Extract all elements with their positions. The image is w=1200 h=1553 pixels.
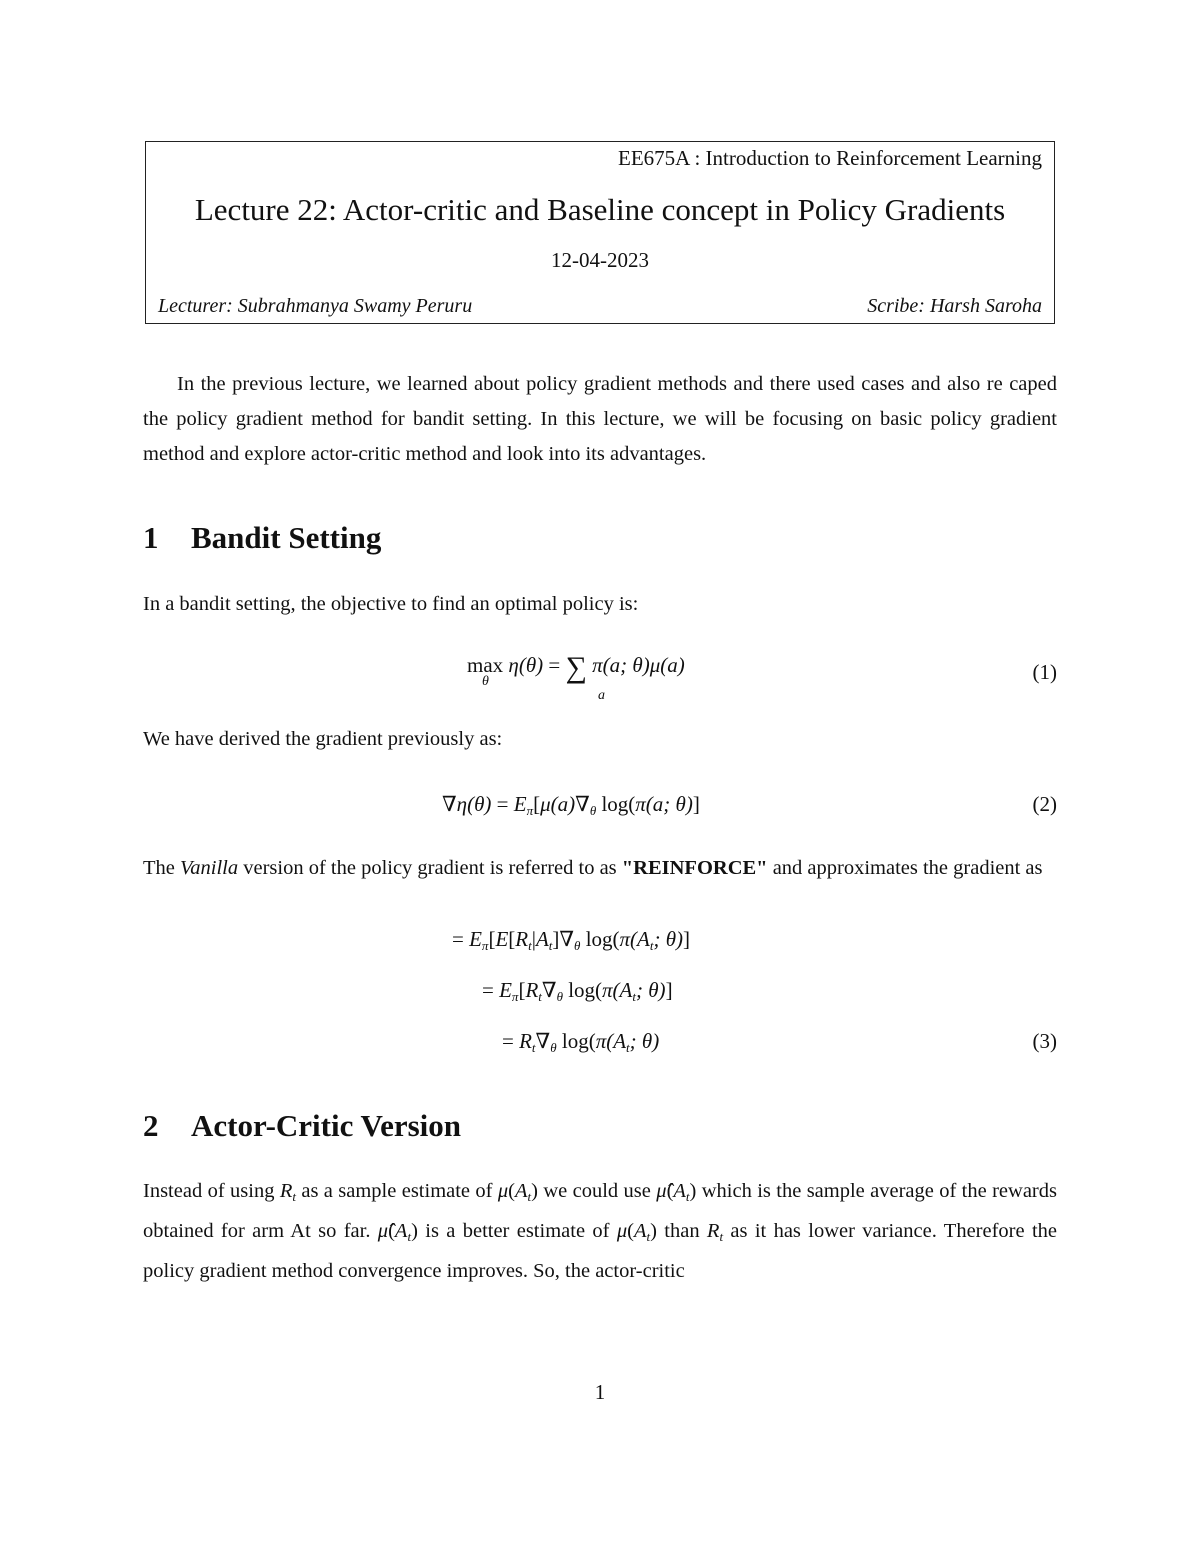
equation-3-line-2: = $E_\pi[R_t\nabla_\theta$ $\log(\pi(A_t$; θ)] [482, 978, 673, 1004]
equation-3-number: (3) [1032, 1029, 1057, 1053]
p3-text-a: The [143, 857, 180, 879]
ac-text-f: than [656, 1220, 707, 1242]
intro-paragraph: In the previous lecture, we learned about policy gradient methods and there used cases and also re caped the policy gradient method for bandit setting. In this lecture, we will be focusing on basic policy gradient method and explore actor-critic method and look into its advantages. [143, 373, 1057, 465]
ac-text-c: we could use [537, 1180, 657, 1202]
section-title: Actor-Critic Version [191, 1108, 462, 1143]
section-number: 1 [143, 520, 159, 555]
bandit-paragraph-2: We have derived the gradient previously as: [143, 728, 503, 750]
equation-3-line-3: = $R_t\nabla_\theta$ $\log(\pi(A_t$; θ) [502, 1029, 660, 1055]
reinforce-term: "REINFORCE" [621, 857, 768, 879]
ac-text-a: Instead of using [143, 1180, 280, 1202]
page-number: 1 [594, 1380, 606, 1404]
course-name: EE675A : Introduction to Reinforcement Learning [618, 146, 1042, 170]
equation-3-line-1: = $E_\pi[E[R_t|A_t]\nabla_\theta$ $\log(\pi(A_t$; θ)] [452, 927, 691, 953]
equation-1: max η(θ) = ∑ π(a; θ)μ(a) [467, 651, 685, 684]
bandit-paragraph-1: In a bandit setting, the objective to find an optimal policy is: [143, 593, 639, 615]
p3-text-c: and approximates the gradient as [767, 857, 1043, 879]
section-heading-actor-critic [143, 1108, 461, 1144]
actor-critic-paragraph: Instead of using $R_t$ as a sample estimate of $\mu(A_t)$ we could use $\mû(A_t)$ which is the sample average of the rewards obtained for arm At so far. $\mû(A_t)$ is a better estimate of $\mu(A_t)$ than $R_t$ as it has lower variance. Therefore the policy gradient method convergence improves. So, the actor-critic [143, 1180, 1057, 1282]
ac-text-d: which is the sample average of the rewards obtained for arm At so far. [143, 1180, 1057, 1242]
max-subscript: θ [482, 674, 489, 689]
equation-1-number: (1) [1032, 660, 1057, 684]
lecture-title: Lecture 22: Actor-critic and Baseline concept in Policy Gradients [194, 192, 1006, 227]
lecturer-name: Lecturer: Subrahmanya Swamy Peruru [158, 295, 473, 317]
lecture-date: 12-04-2023 [551, 248, 649, 272]
lecture-header-box [145, 141, 1055, 324]
ac-text-g: as it has lower variance. Therefore the policy gradient method convergence improves. So, the actor-critic [143, 1220, 1057, 1282]
vanilla-term: Vanilla [180, 857, 239, 879]
p3-text-b: version of the policy gradient is referred to as [238, 857, 622, 879]
section-title: Bandit Setting [191, 520, 382, 555]
section-number: 2 [143, 1108, 159, 1143]
bandit-paragraph-3 [143, 851, 1057, 886]
ac-text-b: as a sample estimate of [295, 1180, 498, 1202]
sum-subscript: a [598, 688, 605, 703]
scribe-name: Scribe: Harsh Saroha [867, 295, 1042, 317]
section-heading-bandit [143, 520, 381, 556]
ac-text-e: is a better estimate of [417, 1220, 617, 1242]
equation-2-number: (2) [1032, 792, 1057, 816]
equation-2: $\nabla\eta(\theta) = E_\pi[\mu(a)\nabla_\theta$ log(π(a; θ)] [442, 792, 700, 818]
